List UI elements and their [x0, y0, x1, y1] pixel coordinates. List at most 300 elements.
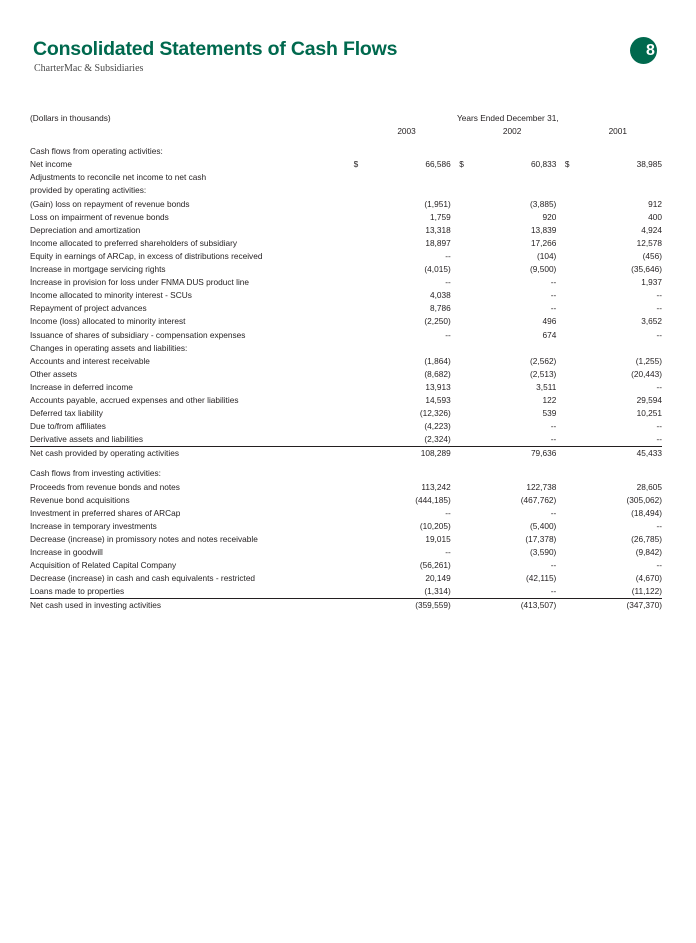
row-value-2: (18,494) — [631, 507, 662, 518]
currency-symbol-1 — [459, 494, 468, 507]
currency-symbol-0 — [354, 224, 363, 237]
currency-symbol-2 — [565, 237, 574, 250]
currency-symbol-2 — [565, 302, 574, 315]
currency-symbol-1 — [459, 520, 468, 533]
col-gap-1 — [556, 420, 565, 433]
col-gap-0 — [451, 585, 460, 599]
row-value-2: 1,937 — [641, 277, 662, 288]
row-label: Income (loss) allocated to minority interest — [30, 316, 186, 327]
col-gap-1 — [556, 224, 565, 237]
row-value-0 — [362, 342, 450, 355]
currency-symbol-1 — [459, 507, 468, 520]
statement-row — [30, 481, 662, 494]
currency-symbol-2 — [565, 171, 574, 184]
row-value-0: 66,586 — [425, 159, 451, 170]
total-value-1: 79,636 — [468, 447, 556, 461]
row-value-1: 122,738 — [526, 481, 557, 492]
year-header-2001: 2001 — [608, 126, 628, 137]
col-gap-1 — [556, 433, 565, 447]
row-label: Investment in preferred shares of ARCap — [30, 507, 181, 518]
row-value-1: 60,833 — [530, 159, 557, 170]
statement-row — [30, 342, 662, 355]
col-gap-0 — [451, 520, 460, 533]
row-label: Deferred tax liability — [30, 408, 103, 419]
statement-row — [30, 420, 662, 433]
total-value-2: (347,370) — [574, 599, 662, 613]
row-value-2: -- — [656, 329, 662, 340]
statement-row — [30, 237, 662, 250]
col-gap-0 — [451, 355, 460, 368]
currency-symbol-1 — [459, 342, 468, 355]
row-value-2: -- — [656, 520, 662, 531]
currency-symbol-0 — [354, 315, 363, 328]
row-label: Accounts and interest receivable — [30, 355, 150, 366]
row-label: (Gain) loss on repayment of revenue bonds — [30, 198, 190, 209]
col-gap-0 — [451, 198, 460, 211]
row-label: Income allocated to preferred shareholders of subsidiary — [30, 237, 238, 248]
row-value-1: (3,590) — [530, 547, 557, 557]
total-currency-1 — [459, 447, 468, 461]
row-value-2: (26,785) — [631, 533, 662, 544]
table-header-years — [30, 125, 662, 138]
row-value-0 — [362, 171, 450, 184]
row-label: Adjustments to reconcile net income to net cash — [30, 172, 207, 183]
currency-symbol-1 — [459, 289, 468, 302]
total-label: Net cash provided by operating activities — [30, 447, 354, 461]
currency-symbol-0 — [354, 171, 363, 184]
total-value-1: (413,507) — [468, 599, 556, 613]
row-value-0: 113,242 — [421, 481, 451, 492]
row-value-2: (4,670) — [635, 573, 662, 584]
total-gap-0 — [451, 447, 460, 461]
currency-symbol-1 — [459, 433, 468, 447]
row-value-1: (104) — [536, 250, 557, 261]
currency-symbol-0 — [354, 381, 363, 394]
currency-symbol-2 — [565, 546, 574, 559]
currency-symbol-0 — [354, 559, 363, 572]
col-gap-0 — [451, 407, 460, 420]
currency-symbol-0 — [354, 263, 363, 276]
statement-row — [30, 171, 662, 184]
cash-flow-statement-table — [30, 112, 662, 612]
statement-row — [30, 302, 662, 315]
row-value-1: -- — [550, 303, 557, 314]
statement-row — [30, 198, 662, 211]
currency-symbol-0 — [354, 420, 363, 433]
col-gap-1 — [556, 276, 565, 289]
currency-symbol-2 — [565, 211, 574, 224]
col-gap-1 — [556, 368, 565, 381]
col-gap-1 — [556, 572, 565, 585]
row-value-0: 14,593 — [425, 394, 451, 405]
row-value-2: -- — [656, 560, 662, 571]
currency-symbol-0 — [354, 355, 363, 368]
total-currency-2 — [565, 447, 574, 461]
row-value-2: (11,122) — [631, 586, 662, 597]
row-value-1: (467,762) — [520, 494, 557, 505]
row-label: Loss on impairment of revenue bonds — [30, 211, 169, 222]
col-gap-1 — [556, 329, 565, 342]
row-value-0: (8,682) — [424, 368, 451, 379]
currency-symbol-1 — [459, 302, 468, 315]
row-value-2: -- — [656, 421, 662, 432]
row-label: Increase in deferred income — [30, 381, 133, 392]
currency-symbol-2 — [565, 198, 574, 211]
currency-symbol-2 — [565, 329, 574, 342]
currency-symbol-0 — [354, 289, 363, 302]
year-gap-1 — [556, 125, 565, 138]
row-value-1: -- — [550, 586, 557, 597]
year-header-2003: 2003 — [397, 126, 416, 137]
currency-symbol-0 — [354, 394, 363, 407]
statement-row — [30, 433, 662, 447]
col-gap-0 — [451, 507, 460, 520]
row-value-1: -- — [550, 421, 557, 432]
spacer-cell — [30, 460, 662, 467]
row-value-2: 12,578 — [636, 237, 662, 248]
table-header-units — [30, 112, 662, 125]
row-label: Other assets — [30, 368, 78, 379]
col-gap-0 — [451, 572, 460, 585]
row-value-1: (9,500) — [530, 264, 557, 275]
row-value-2: 912 — [648, 198, 662, 209]
year-currency-gap-2 — [565, 125, 574, 138]
row-value-0: 13,318 — [425, 224, 451, 235]
row-label: Loans made to properties — [30, 586, 125, 597]
currency-symbol-1 — [459, 224, 468, 237]
col-gap-1 — [556, 407, 565, 420]
currency-symbol-2 — [565, 381, 574, 394]
spacer-cell — [30, 138, 662, 145]
statement-total-row — [30, 599, 662, 613]
year-currency-gap-1 — [459, 125, 468, 138]
currency-symbol-0 — [354, 237, 363, 250]
col-gap-1 — [556, 481, 565, 494]
row-label: Depreciation and amortization — [30, 224, 141, 235]
col-gap-0 — [451, 494, 460, 507]
row-label: Revenue bond acquisitions — [30, 494, 130, 505]
section-heading-row — [30, 467, 662, 480]
col-gap-0 — [451, 263, 460, 276]
col-gap-1 — [556, 533, 565, 546]
col-gap-0 — [451, 433, 460, 447]
row-value-0: (1,314) — [424, 586, 451, 597]
currency-symbol-0 — [354, 302, 363, 315]
row-label: Increase in goodwill — [30, 547, 103, 557]
statement-row — [30, 224, 662, 237]
currency-symbol-0 — [354, 533, 363, 546]
row-value-2: -- — [656, 303, 662, 314]
currency-symbol-2 — [565, 520, 574, 533]
section-heading-pad — [354, 145, 662, 158]
currency-symbol-1 — [459, 211, 468, 224]
currency-symbol-1 — [459, 355, 468, 368]
statement-row — [30, 329, 662, 342]
col-gap-0 — [451, 342, 460, 355]
row-value-1: (17,378) — [525, 533, 557, 544]
currency-symbol-1 — [459, 546, 468, 559]
row-value-1: -- — [550, 507, 557, 518]
currency-symbol-1 — [459, 572, 468, 585]
row-value-1 — [468, 184, 556, 197]
statement-row — [30, 572, 662, 585]
total-value-0: (359,559) — [362, 599, 450, 613]
currency-symbol-0 — [354, 520, 363, 533]
row-value-2 — [574, 184, 662, 197]
row-value-2: 400 — [648, 211, 662, 222]
row-label: Increase in temporary investments — [30, 520, 157, 531]
row-label: Income allocated to minority interest - SCUs — [30, 290, 192, 301]
currency-symbol-1 — [459, 250, 468, 263]
currency-symbol-1 — [459, 276, 468, 289]
row-value-0: -- — [445, 250, 451, 261]
currency-symbol-1 — [459, 533, 468, 546]
col-gap-1 — [556, 559, 565, 572]
row-label: Increase in mortgage servicing rights — [30, 264, 166, 275]
row-value-1 — [468, 342, 556, 355]
row-value-1: (42,115) — [526, 573, 557, 584]
statement-row — [30, 546, 662, 559]
row-value-0: (2,250) — [424, 316, 451, 327]
row-value-2: -- — [656, 434, 662, 445]
row-value-0 — [362, 184, 450, 197]
col-gap-1 — [556, 585, 565, 599]
statement-row — [30, 276, 662, 289]
row-value-0: (4,223) — [424, 421, 451, 432]
year-header-2002: 2002 — [502, 126, 522, 137]
currency-symbol-1 — [459, 559, 468, 572]
currency-symbol-1 — [459, 407, 468, 420]
row-value-0: (444,185) — [415, 494, 451, 505]
row-label: Accounts payable, accrued expenses and other liabilities — [30, 394, 239, 405]
row-value-0: -- — [445, 547, 451, 557]
row-value-0: 13,913 — [425, 381, 451, 392]
header-blank — [30, 125, 354, 138]
total-currency-1 — [459, 599, 468, 613]
currency-symbol-2 — [565, 572, 574, 585]
statement-row — [30, 407, 662, 420]
currency-symbol-0 — [354, 250, 363, 263]
col-gap-0 — [451, 368, 460, 381]
row-label: Equity in earnings of ARCap, in excess of distributions received — [30, 250, 263, 261]
period-header: Years Ended December 31, — [457, 113, 559, 123]
currency-symbol-1 — [459, 198, 468, 211]
row-value-0: 1,759 — [429, 211, 451, 222]
row-value-1: 496 — [542, 316, 557, 327]
col-gap-1 — [556, 302, 565, 315]
currency-symbol-0 — [354, 211, 363, 224]
col-gap-1 — [556, 355, 565, 368]
spacer-row — [30, 138, 662, 145]
row-value-1: -- — [550, 560, 557, 571]
currency-symbol-0 — [354, 184, 363, 197]
col-gap-1 — [556, 158, 565, 171]
col-gap-1 — [556, 546, 565, 559]
row-value-2: 4,924 — [641, 224, 662, 235]
col-gap-1 — [556, 494, 565, 507]
row-value-1: -- — [550, 434, 557, 445]
currency-symbol-2 — [565, 394, 574, 407]
row-label: Issuance of shares of subsidiary - compensation expenses — [30, 329, 246, 340]
row-value-2: (20,443) — [631, 368, 662, 379]
statement-row — [30, 494, 662, 507]
statement-row — [30, 289, 662, 302]
statement-row — [30, 533, 662, 546]
col-gap-0 — [451, 158, 460, 171]
row-value-2: 3,652 — [641, 316, 662, 327]
row-value-0: (12,326) — [419, 408, 451, 419]
currency-symbol-1 — [459, 329, 468, 342]
currency-symbol-2 — [565, 433, 574, 447]
row-value-2: (9,842) — [635, 547, 662, 557]
row-value-0: 8,786 — [429, 303, 451, 314]
row-label: Increase in provision for loss under FNMA DUS product line — [30, 277, 250, 288]
statement-row — [30, 250, 662, 263]
page-title: Consolidated Statements of Cash Flows — [33, 38, 398, 60]
currency-symbol-1 — [459, 585, 468, 599]
total-gap-1 — [556, 447, 565, 461]
currency-symbol-0 — [354, 276, 363, 289]
currency-symbol-0: $ — [353, 159, 359, 170]
currency-symbol-2: $ — [564, 159, 570, 170]
row-value-0: (10,205) — [419, 520, 451, 531]
row-value-0: (1,951) — [424, 198, 451, 209]
currency-symbol-2 — [565, 342, 574, 355]
currency-symbol-0 — [354, 585, 363, 599]
total-gap-0 — [451, 599, 460, 613]
col-gap-0 — [451, 420, 460, 433]
currency-symbol-2 — [565, 184, 574, 197]
row-value-1: -- — [550, 290, 557, 301]
row-value-1: (5,400) — [530, 520, 557, 531]
year-currency-gap-0 — [354, 125, 363, 138]
row-label: Acquisition of Related Capital Company — [30, 560, 177, 571]
statement-row — [30, 381, 662, 394]
currency-symbol-2 — [565, 494, 574, 507]
row-value-0: -- — [445, 329, 451, 340]
statement-row — [30, 559, 662, 572]
row-value-0: 18,897 — [425, 237, 451, 248]
total-gap-1 — [556, 599, 565, 613]
col-gap-1 — [556, 381, 565, 394]
col-gap-0 — [451, 559, 460, 572]
currency-symbol-1 — [459, 171, 468, 184]
col-gap-1 — [556, 289, 565, 302]
section-spacer — [30, 460, 662, 467]
currency-symbol-2 — [565, 315, 574, 328]
currency-symbol-1 — [459, 315, 468, 328]
currency-symbol-0 — [354, 507, 363, 520]
row-label: Changes in operating assets and liabilities: — [30, 342, 188, 353]
row-value-1: 674 — [542, 329, 557, 340]
currency-symbol-2 — [565, 420, 574, 433]
row-value-2: 38,985 — [636, 159, 662, 170]
row-label: Derivative assets and liabilities — [30, 434, 143, 445]
page-number: 8 — [646, 41, 655, 59]
currency-symbol-2 — [565, 276, 574, 289]
statement-row — [30, 355, 662, 368]
currency-symbol-2 — [565, 368, 574, 381]
currency-symbol-2 — [565, 533, 574, 546]
currency-symbol-1 — [459, 381, 468, 394]
currency-symbol-1 — [459, 481, 468, 494]
currency-symbol-1 — [459, 420, 468, 433]
col-gap-0 — [451, 533, 460, 546]
col-gap-1 — [556, 507, 565, 520]
currency-symbol-2 — [565, 355, 574, 368]
statement-row — [30, 315, 662, 328]
year-gap-0 — [451, 125, 460, 138]
currency-symbol-1 — [459, 263, 468, 276]
row-value-2: -- — [656, 381, 662, 392]
col-gap-0 — [451, 184, 460, 197]
currency-symbol-0 — [354, 368, 363, 381]
row-value-1: (3,885) — [530, 198, 557, 209]
col-gap-0 — [451, 315, 460, 328]
row-value-0: 4,038 — [429, 290, 451, 301]
page-subtitle: CharterMac & Subsidiaries — [34, 63, 144, 74]
row-value-1: 122 — [542, 394, 557, 405]
row-value-1: 17,266 — [530, 237, 557, 248]
col-gap-0 — [451, 237, 460, 250]
col-gap-1 — [556, 211, 565, 224]
row-label: Net income — [30, 159, 72, 170]
currency-symbol-0 — [354, 198, 363, 211]
currency-symbol-2 — [565, 289, 574, 302]
col-gap-1 — [556, 171, 565, 184]
total-value-2: 45,433 — [574, 447, 662, 461]
row-value-2: (305,062) — [626, 494, 662, 505]
section-heading: Cash flows from investing activities: — [30, 468, 161, 479]
col-gap-0 — [451, 394, 460, 407]
currency-symbol-0 — [354, 481, 363, 494]
row-value-0: (2,324) — [424, 434, 451, 445]
row-value-1: 920 — [542, 211, 557, 222]
row-value-2: (35,646) — [631, 264, 662, 275]
col-gap-0 — [451, 289, 460, 302]
currency-symbol-0 — [354, 342, 363, 355]
currency-symbol-0 — [354, 433, 363, 447]
col-gap-1 — [556, 394, 565, 407]
currency-symbol-2 — [565, 224, 574, 237]
section-heading-pad — [354, 467, 662, 480]
row-value-2: (456) — [642, 250, 662, 261]
statement-row — [30, 211, 662, 224]
col-gap-1 — [556, 520, 565, 533]
currency-symbol-1 — [459, 368, 468, 381]
row-value-2 — [574, 171, 662, 184]
total-value-0: 108,289 — [362, 447, 450, 461]
currency-symbol-0 — [354, 329, 363, 342]
row-value-1: -- — [550, 277, 557, 288]
col-gap-1 — [556, 198, 565, 211]
currency-symbol-2 — [565, 507, 574, 520]
row-value-0: 20,149 — [425, 573, 451, 584]
row-value-2: 10,251 — [636, 408, 662, 419]
statement-total-row — [30, 447, 662, 461]
col-gap-0 — [451, 481, 460, 494]
row-value-0: -- — [445, 507, 451, 518]
currency-symbol-0 — [354, 407, 363, 420]
total-label: Net cash used in investing activities — [30, 599, 354, 613]
row-value-2: (1,255) — [635, 355, 662, 366]
section-heading: Cash flows from operating activities: — [30, 146, 163, 157]
row-value-0: (4,015) — [424, 264, 451, 275]
col-gap-0 — [451, 546, 460, 559]
row-value-0: -- — [445, 277, 451, 288]
row-value-2: 28,605 — [636, 481, 662, 492]
statement-row — [30, 158, 662, 171]
